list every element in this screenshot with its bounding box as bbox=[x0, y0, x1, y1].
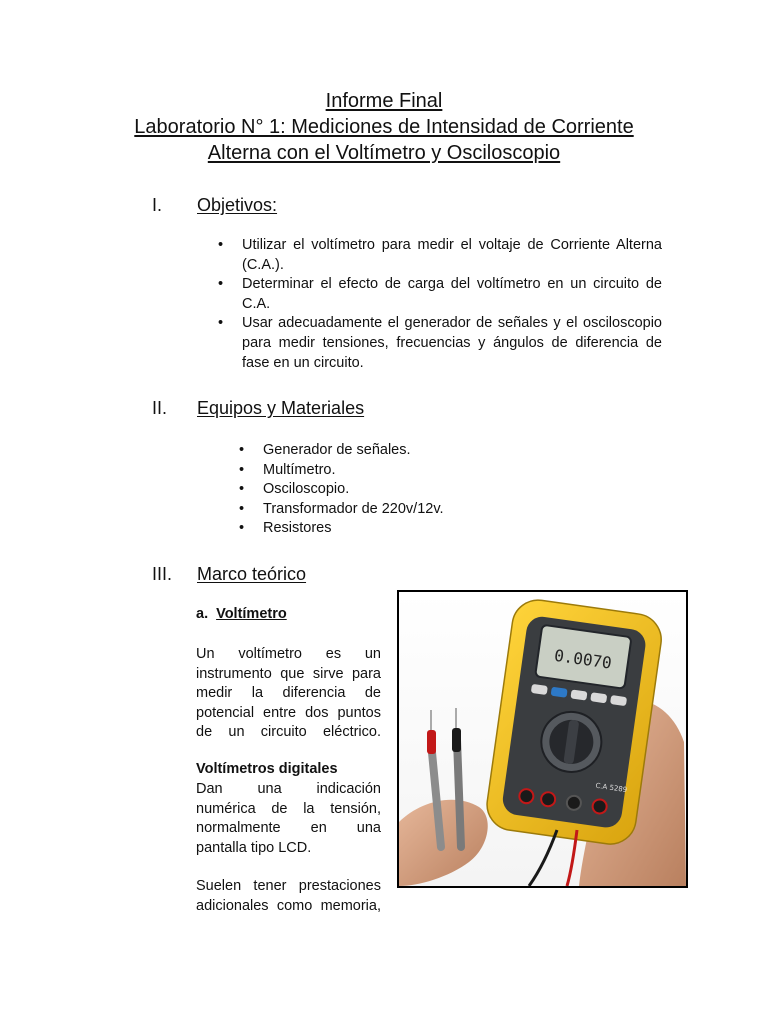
title-line-3: Alterna con el Voltímetro y Osciloscopio bbox=[207, 142, 561, 164]
digital-paragraph: Dan una indicación numérica de la tensión, normalmente en una pantalla tipo LCD. bbox=[196, 781, 381, 856]
voltimetro-paragraph: Un voltímetro es un instrumento que sirve para medir la diferencia de potencial entre dos puntos de un circuito eléctrico. bbox=[196, 646, 381, 741]
subsection-letter: a. bbox=[196, 606, 209, 622]
subsection-voltimetro-heading bbox=[196, 606, 287, 622]
document-title bbox=[0, 88, 768, 166]
title-line-1: Informe Final bbox=[325, 90, 443, 112]
section-number: I. bbox=[152, 195, 163, 215]
list-item: • Resistores bbox=[263, 519, 623, 539]
multimeter-photo bbox=[397, 590, 688, 888]
objetivos-list bbox=[242, 236, 662, 373]
list-item: • Transformador de 220v/12v. bbox=[263, 500, 623, 520]
equipos-list bbox=[263, 441, 623, 539]
list-item: • Generador de señales. bbox=[263, 441, 623, 461]
title-line-2: Laboratorio N° 1: Mediciones de Intensidad de Corriente bbox=[134, 116, 634, 138]
prestaciones-paragraph: Suelen tener prestaciones adicionales como memoria, bbox=[196, 878, 381, 914]
list-item: • Determinar el efecto de carga del voltímetro en un circuito de C.A. bbox=[242, 275, 662, 314]
section-heading: Equipos y Materiales bbox=[197, 398, 365, 418]
list-item: • Osciloscopio. bbox=[263, 480, 623, 500]
svg-text:C.A 5289: C.A 5289 bbox=[594, 781, 628, 795]
section-heading: Objetivos: bbox=[197, 195, 278, 215]
digital-multimeter-photo-icon bbox=[399, 592, 686, 886]
list-item: • Multímetro. bbox=[263, 461, 623, 481]
section-number: II. bbox=[152, 398, 168, 418]
section-heading: Marco teórico bbox=[197, 564, 307, 584]
svg-text:0.0070: 0.0070 bbox=[553, 645, 613, 673]
digital-subheading: Voltímetros digitales bbox=[196, 761, 338, 777]
list-item: • Utilizar el voltímetro para medir el voltaje de Corriente Alterna (C.A.). bbox=[242, 236, 662, 275]
section-number: III. bbox=[152, 564, 173, 584]
subsection-label: Voltímetro bbox=[216, 606, 287, 622]
list-item: • Usar adecuadamente el generador de señales y el osciloscopio para medir tensiones, frecuencias y ángulos de diferencia de fase en un circuito. bbox=[242, 314, 662, 373]
